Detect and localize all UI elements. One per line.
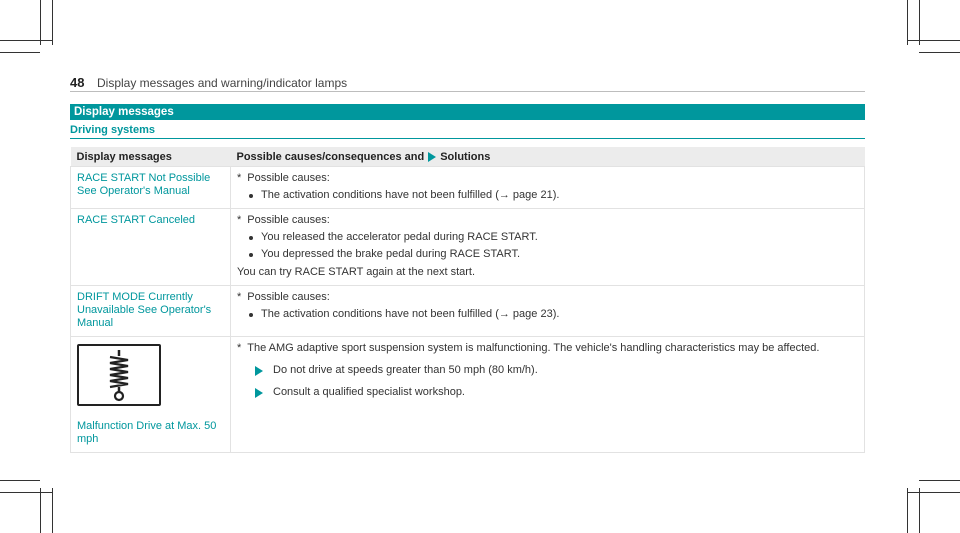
display-message: DRIFT MODE Currently Unavailable See Operator's Manual bbox=[71, 286, 231, 337]
crop-mark bbox=[0, 480, 40, 481]
header-causes-label: Possible causes/consequences and bbox=[236, 150, 425, 163]
crop-mark bbox=[0, 52, 40, 53]
crop-mark bbox=[919, 488, 920, 533]
causes-intro: Possible causes: bbox=[247, 214, 330, 226]
play-triangle-icon bbox=[255, 366, 263, 376]
asterisk-marker: * bbox=[237, 291, 242, 303]
display-messages-table bbox=[70, 147, 865, 453]
cause-text: You depressed the brake pedal during RACE START. bbox=[261, 248, 521, 260]
suspension-spring-icon bbox=[77, 344, 161, 406]
list-item bbox=[237, 189, 858, 202]
list-item bbox=[237, 364, 858, 377]
bullet-dot-icon bbox=[249, 194, 253, 198]
play-triangle-icon bbox=[255, 388, 263, 398]
page-number: 48 bbox=[70, 75, 85, 90]
bullet-dot-icon bbox=[249, 253, 253, 257]
display-message: RACE START Not Possible See Operator's Manual bbox=[71, 167, 231, 209]
list-item bbox=[237, 231, 858, 244]
causes-cell bbox=[231, 286, 865, 337]
display-message-cell bbox=[71, 337, 231, 453]
cause-text: You released the accelerator pedal during RACE START. bbox=[261, 231, 538, 243]
cause-text: The activation conditions have not been fulfilled (→ page 23). bbox=[261, 308, 560, 320]
cause-text: The activation conditions have not been fulfilled (→ page 21). bbox=[261, 189, 560, 201]
table-row bbox=[71, 209, 865, 286]
page-header bbox=[70, 70, 865, 90]
header-solutions-label: Solutions bbox=[440, 150, 491, 163]
causes-intro: Possible causes: bbox=[247, 172, 330, 184]
crop-mark bbox=[919, 480, 960, 481]
play-triangle-icon bbox=[428, 152, 436, 162]
crop-mark bbox=[52, 488, 53, 533]
asterisk-marker: * bbox=[237, 342, 242, 354]
header-causes-solutions bbox=[231, 147, 865, 167]
causes-cell bbox=[231, 167, 865, 209]
action-text: Consult a qualified specialist workshop. bbox=[273, 386, 465, 398]
section-title-bar bbox=[70, 104, 865, 120]
crop-mark bbox=[907, 40, 960, 41]
table-row bbox=[71, 167, 865, 209]
table-row bbox=[71, 286, 865, 337]
asterisk-marker: * bbox=[237, 172, 242, 184]
crop-mark bbox=[40, 488, 41, 533]
crop-mark bbox=[907, 492, 960, 493]
table-header-row bbox=[71, 147, 865, 167]
asterisk-marker: * bbox=[237, 214, 242, 226]
header-divider bbox=[70, 91, 865, 92]
list-item bbox=[237, 308, 858, 321]
table-row bbox=[71, 337, 865, 453]
crop-mark bbox=[907, 488, 908, 533]
crop-mark bbox=[919, 52, 960, 53]
action-text: Do not drive at speeds greater than 50 mph (80 km/h). bbox=[273, 364, 538, 376]
bullet-dot-icon bbox=[249, 236, 253, 240]
section-title: Display messages bbox=[74, 106, 174, 118]
header-display-messages: Display messages bbox=[71, 147, 231, 167]
crop-mark bbox=[0, 40, 52, 41]
page-header-title: Display messages and warning/indicator lamps bbox=[97, 76, 348, 90]
bullet-dot-icon bbox=[249, 313, 253, 317]
crop-mark bbox=[52, 0, 53, 45]
crop-mark bbox=[0, 492, 52, 493]
crop-mark bbox=[40, 0, 41, 45]
subsection-divider bbox=[70, 138, 865, 139]
list-item bbox=[237, 386, 858, 399]
subsection-title: Driving systems bbox=[70, 124, 155, 136]
list-item bbox=[237, 248, 858, 261]
causes-cell bbox=[231, 337, 865, 453]
display-message: Malfunction Drive at Max. 50 mph bbox=[77, 420, 217, 445]
crop-mark bbox=[907, 0, 908, 45]
suspension-spring-icon-graphic bbox=[79, 346, 159, 404]
cause-note: You can try RACE START again at the next start. bbox=[237, 266, 476, 278]
display-message: RACE START Canceled bbox=[71, 209, 231, 286]
causes-cell bbox=[231, 209, 865, 286]
crop-mark bbox=[919, 0, 920, 45]
causes-intro: Possible causes: bbox=[247, 291, 330, 303]
causes-intro: The AMG adaptive sport suspension system is malfunctioning. The vehicle's handling characteristics may be affected. bbox=[247, 342, 820, 354]
